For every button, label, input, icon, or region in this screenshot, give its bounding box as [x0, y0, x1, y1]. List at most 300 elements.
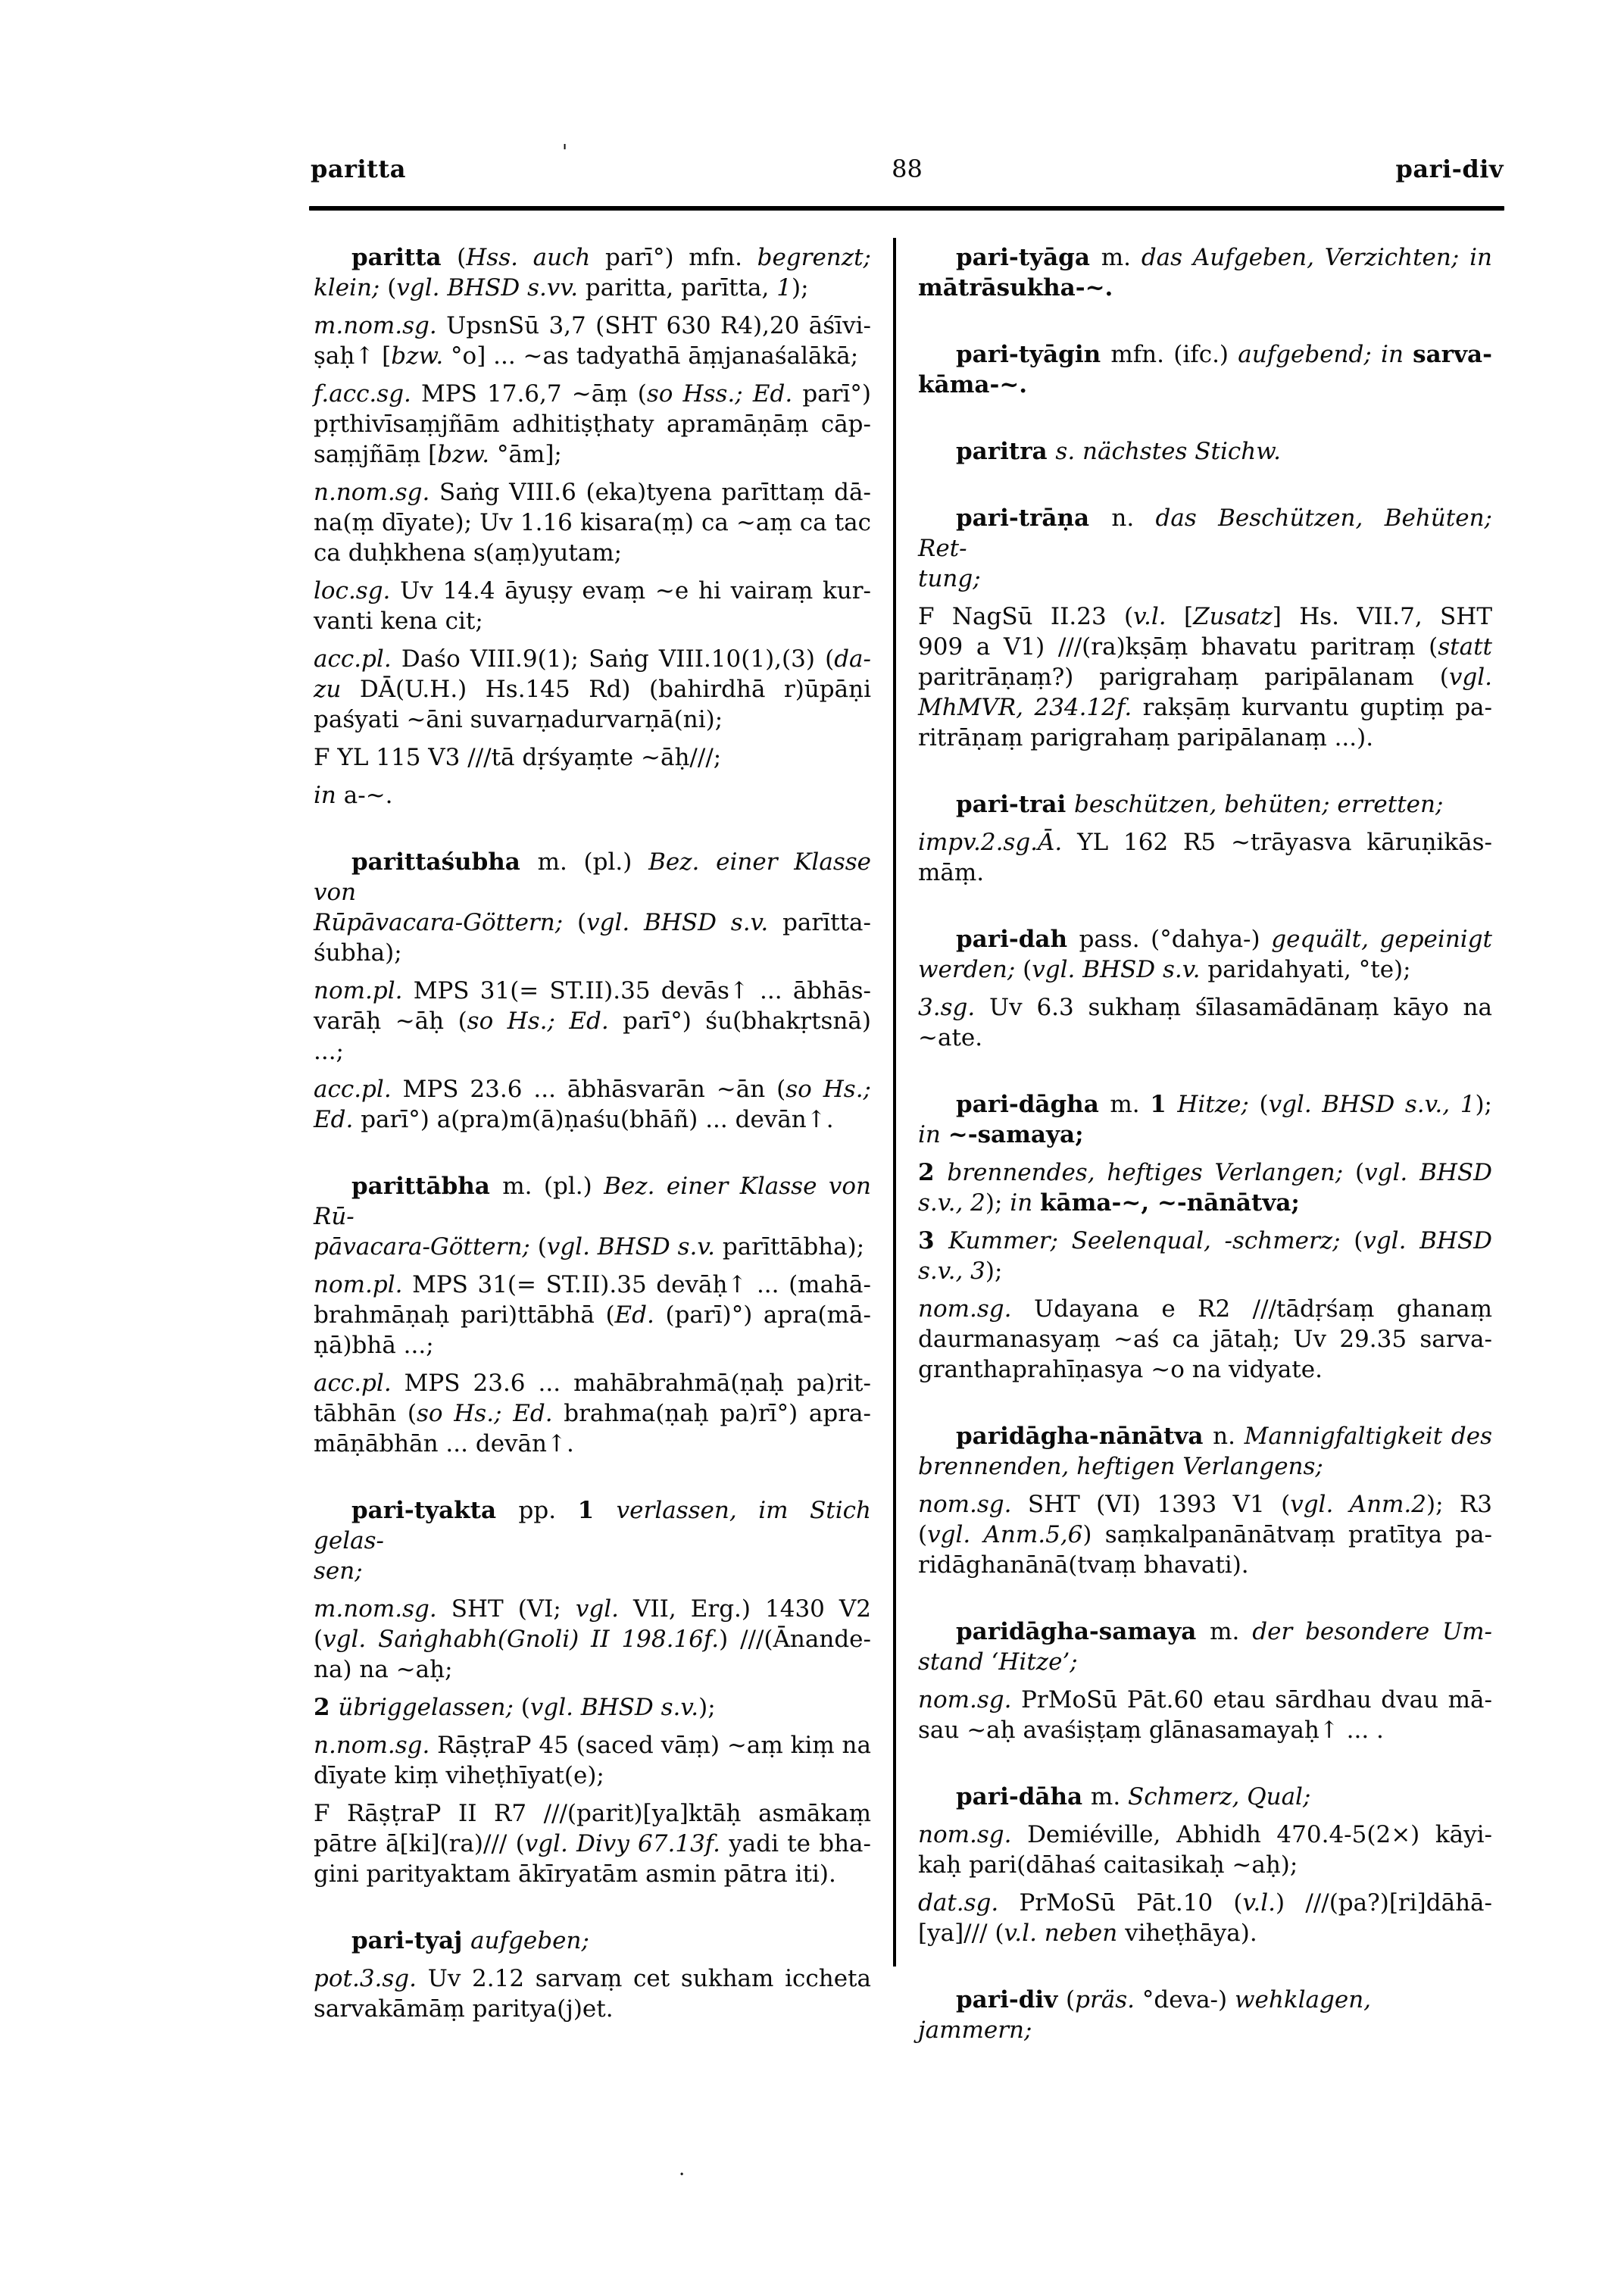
roman-text: 909 a V1) ///(ra)kṣāṃ bhavatu paritraṃ (	[918, 633, 1438, 661]
roman-text: (	[314, 1626, 323, 1653]
bold-text: paritta	[351, 244, 458, 271]
entry-paragraph	[314, 1270, 871, 1360]
italic-text: acc.pl.	[314, 645, 401, 673]
text-line	[918, 1256, 1492, 1286]
italic-text: gequält, gepeinigt	[1271, 926, 1492, 953]
roman-text: kaḥ pari(dāhaś caitasikaḥ ~aḥ);	[918, 1851, 1298, 1879]
entry-paragraph	[918, 1617, 1492, 1677]
text-line	[918, 1324, 1492, 1354]
text-line	[314, 409, 871, 439]
text-line	[314, 1760, 871, 1791]
roman-text: na(ṃ dīyate); Uv 1.16 kisara(ṃ) ca ~aṃ ca tac	[314, 509, 871, 536]
italic-text: vgl. BHSD s.v.	[1032, 956, 1208, 983]
entry-paragraph	[314, 1730, 871, 1791]
roman-text: RāṣṭraP 45 (saced vāṃ) ~aṃ kiṃ na	[437, 1732, 872, 1759]
italic-text: 1	[776, 274, 792, 301]
bold-text: pari-trai	[956, 791, 1075, 818]
italic-text: nom.pl.	[314, 1271, 413, 1298]
roman-text: a-~.	[343, 782, 393, 809]
roman-text: ca duḥkhena s(aṃ)yutam;	[314, 539, 623, 567]
italic-text: nom.sg.	[918, 1491, 1028, 1518]
text-line	[918, 1157, 1492, 1188]
dict-entry-pari-daha	[918, 1782, 1492, 1948]
entry-paragraph	[918, 1782, 1492, 1812]
roman-text: vanti kena cit;	[314, 608, 483, 635]
entry-paragraph	[314, 576, 871, 636]
text-line	[314, 606, 871, 636]
italic-text: präs.	[1075, 1986, 1142, 2013]
italic-text: in	[314, 782, 344, 809]
text-line	[918, 339, 1492, 370]
roman-text: Demiéville, Abhidh 470.4-5(2×) kāyi-	[1027, 1821, 1493, 1848]
entry-paragraph	[918, 1421, 1492, 1482]
roman-text: );	[985, 1257, 1003, 1285]
roman-text: granthaprahīṇasya ~o na vidyate.	[918, 1356, 1323, 1383]
roman-text: parītta-	[782, 909, 871, 936]
text-line	[314, 1994, 871, 2024]
italic-text: s.v., 2	[918, 1189, 985, 1217]
roman-text: [	[1183, 603, 1194, 630]
italic-text: Rūpāvacara-Göttern;	[314, 909, 577, 936]
roman-text: PrMoSū Pāt.10 (	[1019, 1889, 1243, 1917]
dict-entry-pari-dah	[918, 924, 1492, 1053]
bold-text: pari-tyakta	[351, 1497, 519, 1524]
text-line	[918, 827, 1492, 858]
dict-entry-pari-tyaga	[918, 242, 1492, 303]
entry-paragraph	[314, 1963, 871, 2024]
text-line	[918, 692, 1492, 723]
roman-text: rakṣāṃ kurvantu guptiṃ pa-	[1142, 694, 1493, 721]
italic-text: nom.sg.	[918, 1295, 1034, 1323]
roman-text: ) saṃkalpanānātvaṃ pratītya pa-	[1082, 1521, 1492, 1548]
bold-text: pari-tyāgin	[956, 341, 1111, 368]
italic-text: n.nom.sg.	[314, 1732, 438, 1759]
text-line	[918, 1850, 1492, 1880]
text-line	[314, 847, 871, 908]
roman-text: °o] ... ~as tadyathā āṃjanaśalākā;	[451, 342, 859, 370]
roman-text: ṇā)bhā ...;	[314, 1332, 434, 1359]
roman-text: (	[1066, 1986, 1076, 2013]
bold-text: sarva-	[1413, 341, 1492, 368]
roman-text: Saṅg VIII.6 (eka)tyena parīttaṃ dā-	[439, 479, 871, 506]
roman-text: yadi te bha-	[729, 1830, 872, 1857]
text-line	[918, 1489, 1492, 1520]
entry-paragraph	[314, 242, 871, 303]
italic-text: bzw.	[391, 342, 451, 370]
text-line	[314, 341, 871, 371]
text-line	[918, 1354, 1492, 1385]
text-line	[314, 1692, 871, 1723]
text-line	[314, 538, 871, 568]
roman-text: n.	[1111, 505, 1156, 532]
italic-text: da-	[834, 645, 871, 673]
roman-text: MPS 31(= ST.II).35 devāḥ↑ ... (mahā-	[412, 1271, 871, 1298]
roman-text: dīyate kiṃ viheṭhīyat(e);	[314, 1762, 604, 1789]
entry-paragraph	[918, 242, 1492, 303]
italic-text: klein;	[314, 274, 388, 301]
roman-text: parī°) śu(bhakṛtsnā)	[623, 1007, 872, 1035]
text-line	[314, 1429, 871, 1459]
print-artifact-mark: .	[679, 2157, 686, 2180]
entry-paragraph	[314, 847, 871, 968]
italic-text: pāvacara-Göttern;	[314, 1233, 538, 1261]
dict-entry-paridagha-samaya	[918, 1617, 1492, 1745]
roman-text: ) ///(Ānande-	[719, 1626, 871, 1653]
roman-text: paritrāṇaṃ?) parigrahaṃ paripālanam (	[918, 664, 1449, 691]
roman-text: (	[387, 274, 397, 301]
text-line	[918, 924, 1492, 954]
roman-text: Uv 14.4 āyuṣy evaṃ ~e hi vairaṃ kur-	[400, 577, 871, 604]
dict-entry-paritra	[918, 436, 1492, 467]
entry-paragraph	[314, 379, 871, 470]
bold-text: pari-trāṇa	[956, 505, 1112, 532]
roman-text: (	[457, 244, 467, 271]
roman-text: VII, Erg.) 1430 V2	[633, 1595, 872, 1623]
italic-text: vgl. Saṅghabh(Gnoli) II 198.16f.	[323, 1626, 720, 1653]
roman-text: m. (pl.)	[537, 848, 649, 876]
roman-text: tābhān (	[314, 1400, 417, 1427]
italic-text: sen;	[314, 1557, 363, 1585]
text-line	[314, 1270, 871, 1300]
italic-text: vgl. Anm.5,6	[927, 1521, 1083, 1548]
text-line	[918, 1120, 1492, 1150]
roman-text: m. (pl.)	[502, 1173, 604, 1200]
entry-paragraph	[918, 789, 1492, 820]
text-line	[314, 439, 871, 470]
dict-entry-paridagha-nanatva	[918, 1421, 1492, 1580]
text-line	[918, 632, 1492, 662]
entry-paragraph	[314, 311, 871, 371]
text-line	[918, 1188, 1492, 1218]
bold-text: pari-tyāga	[956, 244, 1101, 271]
italic-text: vgl. Anm.2	[1290, 1491, 1427, 1518]
bold-text: kāma-~, ~-nānātva;	[1040, 1189, 1300, 1217]
roman-text: F YL 115 V3 ///tā dṛśyaṃte ~āḥ///;	[314, 744, 722, 771]
text-line	[314, 1798, 871, 1829]
italic-text: Mannigfaltigkeit des	[1244, 1423, 1492, 1450]
italic-text: brennendes, heftiges Verlangen;	[947, 1159, 1356, 1186]
roman-text: sarvakāmāṃ paritya(j)et.	[314, 1995, 614, 2023]
italic-text: m.nom.sg.	[314, 1595, 451, 1623]
italic-text: Bez. einer Klasse von	[314, 848, 871, 906]
bold-text: 1	[577, 1497, 617, 1524]
roman-text: F NagSū II.23 (	[918, 603, 1134, 630]
roman-text: viheṭhāya).	[1125, 1920, 1257, 1947]
text-line	[314, 477, 871, 508]
roman-text: parī°) a(pra)m(ā)ṇaśu(bhāñ) ... devān↑.	[361, 1106, 834, 1133]
italic-text: Zusatz	[1193, 603, 1273, 630]
entry-paragraph	[314, 644, 871, 735]
entry-paragraph	[918, 1985, 1492, 2045]
text-line	[918, 662, 1492, 692]
text-line	[918, 1685, 1492, 1715]
column-divider-line	[893, 238, 896, 1967]
entry-paragraph	[918, 1157, 1492, 1218]
text-line	[314, 644, 871, 674]
bold-text: 2	[918, 1159, 948, 1186]
text-line	[314, 1730, 871, 1760]
header-right-keyword: pari-div	[1395, 155, 1504, 183]
italic-text: so Hs.; Ed.	[417, 1400, 564, 1427]
roman-text: saṃjñāṃ [	[314, 441, 438, 468]
italic-text: v.l. neben	[1004, 1920, 1126, 1947]
italic-text: Ed.	[614, 1301, 666, 1329]
entry-paragraph	[314, 742, 871, 773]
page-number: 88	[892, 155, 923, 183]
bold-text: pari-dah	[956, 926, 1079, 953]
italic-text: f.acc.sg.	[314, 380, 422, 408]
bold-text: paritra	[956, 438, 1056, 465]
roman-text: );	[698, 1694, 716, 1721]
roman-text: Uv 6.3 sukhaṃ śīlasamādānaṃ kāyo na	[989, 994, 1492, 1021]
roman-text: varāḥ ~āḥ (	[314, 1007, 467, 1035]
dict-entry-pari-tyaj	[314, 1926, 871, 2024]
roman-text: (	[537, 1233, 547, 1261]
dict-entry-parittasubha	[314, 847, 871, 1135]
italic-text: wehklagen, jammern;	[918, 1986, 1372, 2044]
italic-text: nom.sg.	[918, 1821, 1028, 1848]
italic-text: dat.sg.	[918, 1889, 1020, 1917]
italic-text: vgl. Divy 67.13f.	[524, 1830, 729, 1857]
italic-text: v.l.	[1242, 1889, 1276, 1917]
right-column	[918, 242, 1492, 2045]
entry-paragraph	[918, 503, 1492, 594]
roman-text: (	[577, 909, 587, 936]
roman-text: MPS 23.6 ... ābhāsvarān ~ān (	[402, 1076, 786, 1103]
entry-paragraph	[314, 477, 871, 568]
text-line	[314, 1006, 871, 1036]
roman-text: paridahyati, °te);	[1207, 956, 1411, 983]
roman-text: (	[1023, 956, 1032, 983]
italic-text: n.nom.sg.	[314, 479, 439, 506]
roman-text: SHT (VI;	[451, 1595, 576, 1623]
italic-text: Kummer; Seelenqual, -schmerz;	[948, 1227, 1354, 1254]
text-line	[918, 1918, 1492, 1948]
italic-text: beschützen, behüten; erretten;	[1074, 791, 1444, 818]
roman-text: pṛthivīsaṃjñām adhitiṣṭhaty apramāṇāṃ cāp-	[314, 411, 871, 438]
dict-entry-pari-div	[918, 1985, 1492, 2045]
roman-text: n.	[1213, 1423, 1245, 1450]
italic-text: vgl.	[1448, 664, 1492, 691]
text-line	[314, 976, 871, 1006]
text-line	[918, 1226, 1492, 1256]
header-left-keyword: paritta	[311, 155, 406, 183]
italic-text: nom.sg.	[918, 1686, 1022, 1714]
text-line	[918, 954, 1492, 985]
roman-text: PrMoSū Pāt.60 etau sārdhau dvau mā-	[1021, 1686, 1492, 1714]
bold-text: pari-div	[956, 1986, 1066, 2013]
italic-text: nom.pl.	[314, 977, 414, 1004]
text-line	[314, 1330, 871, 1360]
italic-text: werden;	[918, 956, 1023, 983]
italic-text: acc.pl.	[314, 1370, 404, 1397]
bold-text: 3	[918, 1227, 949, 1254]
italic-text: so Hs.; Ed.	[467, 1007, 623, 1035]
roman-text: pass. (°dahya-)	[1079, 926, 1272, 953]
entry-paragraph	[918, 1294, 1492, 1385]
text-line	[918, 601, 1492, 632]
italic-text: acc.pl.	[314, 1076, 403, 1103]
print-artifact-mark: '	[562, 141, 568, 164]
dict-entry-parittabha	[314, 1171, 871, 1459]
text-line	[918, 1421, 1492, 1451]
roman-text: MPS 17.6,7 ~āṃ (	[421, 380, 647, 408]
entry-paragraph	[918, 992, 1492, 1053]
roman-text: ] Hs. VII.7, SHT	[1272, 603, 1492, 630]
roman-text: brahmāṇaḥ pari)ttābhā (	[314, 1301, 615, 1329]
text-line	[918, 789, 1492, 820]
left-column	[314, 242, 871, 2024]
roman-text: );	[1475, 1091, 1492, 1118]
entry-paragraph	[918, 1489, 1492, 1580]
text-line	[314, 311, 871, 341]
text-line	[314, 1859, 871, 1889]
running-header	[311, 152, 1504, 186]
roman-text: m.	[1110, 1091, 1151, 1118]
text-line	[314, 780, 871, 811]
roman-text: paśyati ~āni suvarṇadurvarṇā(ni);	[314, 706, 723, 733]
text-line	[314, 704, 871, 735]
entry-paragraph	[314, 1074, 871, 1135]
roman-text: );	[985, 1189, 1010, 1217]
text-line	[314, 1171, 871, 1232]
italic-text: Hitze;	[1177, 1091, 1260, 1118]
roman-text: (	[520, 1694, 530, 1721]
italic-text: in	[918, 1121, 948, 1148]
text-line	[918, 370, 1492, 400]
roman-text: paritta, parītta,	[585, 274, 777, 301]
roman-text: SHT (VI) 1393 V1 (	[1027, 1491, 1291, 1518]
italic-text: brennenden, heftigen Verlangens;	[918, 1453, 1323, 1480]
italic-text: vgl. BHSD	[1363, 1227, 1492, 1254]
text-line	[918, 1647, 1492, 1677]
dict-entry-pari-trai	[918, 789, 1492, 888]
text-line	[918, 1089, 1492, 1120]
bold-text: kāma-~.	[918, 371, 1028, 398]
roman-text: ) ///(pa?)[ri]dāhā-	[1276, 1889, 1492, 1917]
entry-paragraph	[314, 1495, 871, 1586]
italic-text: übriggelassen;	[338, 1694, 521, 1721]
roman-text: na) na ~aḥ;	[314, 1656, 453, 1683]
dict-entry-pari-trana	[918, 503, 1492, 753]
text-line	[314, 938, 871, 968]
roman-text: );	[791, 274, 809, 301]
italic-text: der besondere Um-	[1252, 1618, 1493, 1645]
dict-entry-paritta	[314, 242, 871, 811]
roman-text: °deva-)	[1141, 1986, 1235, 2013]
roman-text: ritrāṇaṃ parigrahaṃ paripālanaṃ ...).	[918, 724, 1374, 751]
dict-entry-pari-tyagin	[918, 339, 1492, 400]
roman-text: Uv 2.12 sarvaṃ cet sukham iccheta	[427, 1965, 871, 1992]
roman-text: DĀ(U.H.) Hs.145 Rd) (bahirdhā r)ūpāṇi	[359, 676, 872, 703]
roman-text: ...;	[314, 1038, 345, 1065]
roman-text: (	[1355, 1159, 1365, 1186]
roman-text: parī°) mfn.	[605, 244, 757, 271]
text-line	[314, 1232, 871, 1262]
italic-text: Ed.	[314, 1106, 361, 1133]
text-line	[314, 1963, 871, 1994]
bold-text: 1	[1150, 1091, 1178, 1118]
roman-text: gini parityaktam ākīryatām asmin pātra iti).	[314, 1860, 836, 1888]
text-line	[918, 1782, 1492, 1812]
roman-text: parī°)	[802, 380, 871, 408]
italic-text: vgl. BHSD s.vv.	[396, 274, 586, 301]
text-line	[314, 1594, 871, 1624]
text-line	[314, 1104, 871, 1135]
entry-paragraph	[918, 1226, 1492, 1286]
italic-text: so Hs.;	[785, 1076, 871, 1103]
italic-text: aufgebend; in	[1238, 341, 1413, 368]
roman-text: Daśo VIII.9(1); Saṅg VIII.10(1),(3) (	[401, 645, 835, 673]
text-line	[918, 273, 1492, 303]
roman-text: [ya]/// (	[918, 1920, 1004, 1947]
italic-text: MhMVR, 234.12f.	[918, 694, 1143, 721]
text-line	[918, 503, 1492, 564]
text-line	[314, 908, 871, 938]
text-line	[314, 1556, 871, 1586]
italic-text: 3.sg.	[918, 994, 989, 1021]
entry-paragraph	[314, 976, 871, 1067]
roman-text: sau ~aḥ avaśiṣṭaṃ glānasamayaḥ↑ ... .	[918, 1717, 1384, 1744]
italic-text: in	[1010, 1189, 1041, 1217]
text-line	[918, 723, 1492, 753]
italic-text: vgl. BHSD s.v.	[529, 1694, 699, 1721]
bold-text: ~-samaya;	[948, 1121, 1084, 1148]
entry-paragraph	[314, 1926, 871, 1956]
text-line	[918, 1451, 1492, 1482]
italic-text: Hss. auch	[466, 244, 605, 271]
roman-text: MPS 31(= ST.II).35 devās↑ ... ābhās-	[413, 977, 871, 1004]
italic-text: s.v., 3	[918, 1257, 985, 1285]
bold-text: parittaśubha	[351, 848, 538, 876]
text-line	[918, 436, 1492, 467]
text-line	[314, 508, 871, 538]
italic-text: v.l.	[1133, 603, 1184, 630]
italic-text: vgl. BHSD s.v., 1	[1268, 1091, 1476, 1118]
italic-text: zu	[314, 676, 360, 703]
text-line	[918, 992, 1492, 1023]
italic-text: vgl. BHSD s.v.	[546, 1233, 723, 1261]
roman-text: ridāghanānā(tvaṃ bhavati).	[918, 1551, 1249, 1579]
text-line	[314, 379, 871, 409]
text-line	[314, 1074, 871, 1104]
entry-paragraph	[314, 1798, 871, 1889]
text-line	[918, 1023, 1492, 1053]
italic-text: vgl. BHSD s.v.	[586, 909, 783, 936]
italic-text: aufgeben;	[470, 1927, 589, 1954]
text-line	[314, 1624, 871, 1654]
roman-text: māṇābhān ... devān↑.	[314, 1430, 574, 1457]
italic-text: tung;	[918, 565, 981, 592]
text-line	[314, 1654, 871, 1685]
text-line	[314, 1926, 871, 1956]
roman-text: (	[1259, 1091, 1269, 1118]
italic-text: stand ‘Hitze’;	[918, 1648, 1078, 1676]
bold-text: pari-dāgha	[956, 1091, 1110, 1118]
text-line	[918, 1715, 1492, 1745]
italic-text: Bez. einer Klasse von Rū-	[314, 1173, 871, 1230]
italic-text: loc.sg.	[314, 577, 401, 604]
entry-paragraph	[314, 1368, 871, 1459]
text-line	[918, 1820, 1492, 1850]
text-line	[918, 1617, 1492, 1647]
text-line	[314, 742, 871, 773]
italic-text: das Aufgeben, Verzichten; in	[1141, 244, 1493, 271]
roman-text: (	[1354, 1227, 1363, 1254]
bold-text: 2	[314, 1694, 339, 1721]
roman-text: pātre ā[ki](ra)/// (	[314, 1830, 525, 1857]
text-line	[314, 1829, 871, 1859]
